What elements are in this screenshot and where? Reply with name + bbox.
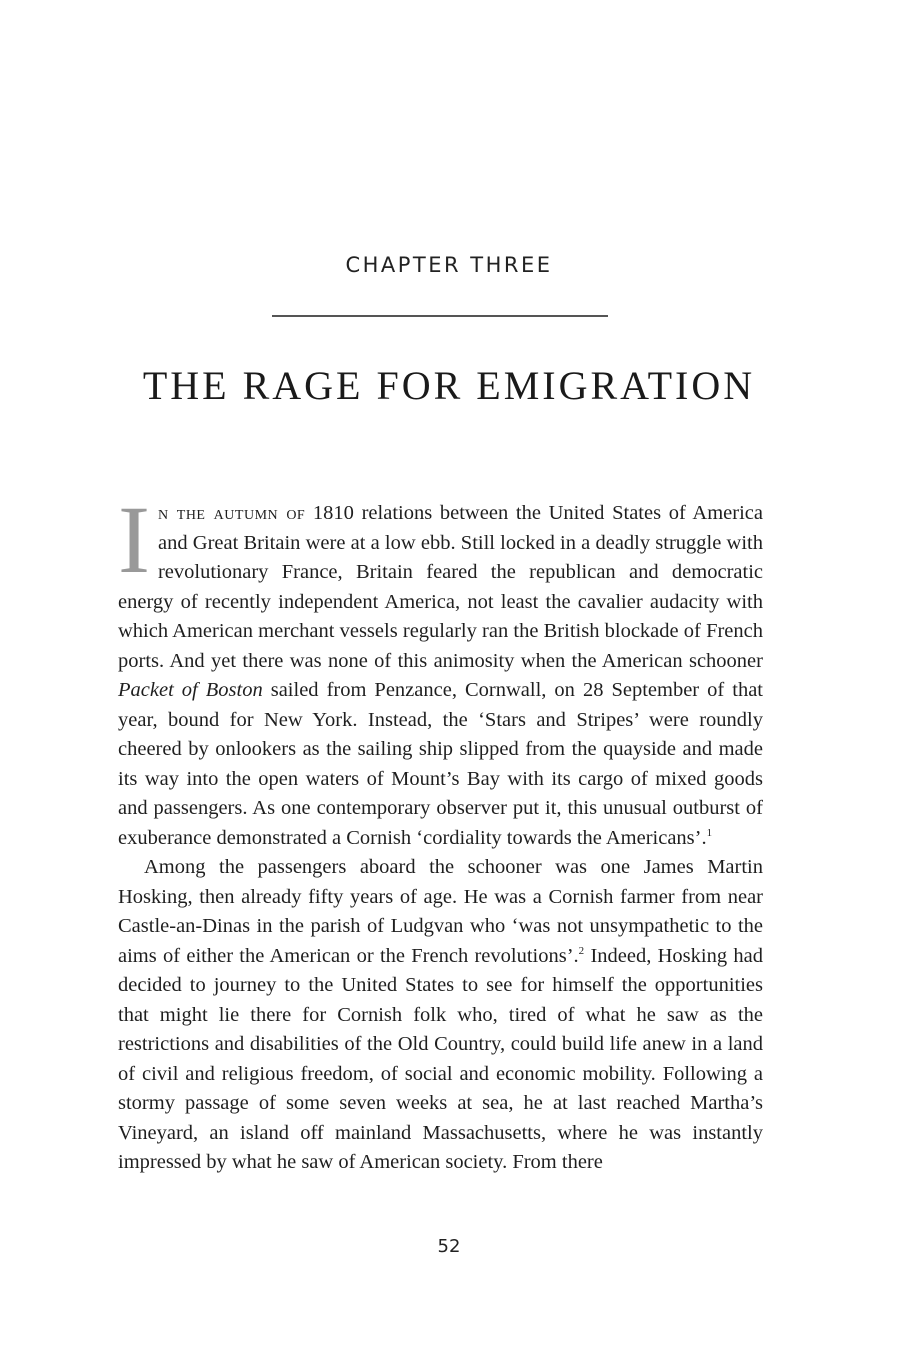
body-text bbox=[118, 486, 763, 1178]
paragraph-2-text-a: Among the passengers aboard the schooner was one James Martin Hosking, then already fifty years of age. He was a Cornish farmer from near Castle-an-Dinas in the parish of Ludgvan who ‘was not unsympathetic to the aims of either the American or the French revolutions’. bbox=[118, 856, 763, 967]
chapter-label: CHAPTER THREE bbox=[345, 253, 553, 277]
paragraph-1-text-b: sailed from Penzance, Cornwall, on 28 September of that year, bound for New York. Instead, the ‘Stars and Stripes’ were roundly cheered by onlookers as the sailing ship slipped from the quayside and made its way into the open waters of Mount’s Bay with its cargo of mixed goods and passengers. As one contemporary observer put it, this unusual outburst of exuberance demonstrated a Cornish ‘cordiality towards the Americans’. bbox=[118, 679, 763, 849]
footnote-marker-1: 1 bbox=[706, 826, 713, 839]
chapter-title: THE RAGE FOR EMIGRATION bbox=[142, 363, 756, 408]
paragraph-1 bbox=[118, 486, 763, 853]
chapter-divider bbox=[272, 315, 608, 317]
ship-name: Packet of Boston bbox=[118, 679, 263, 701]
opening-small-caps: n the autumn of bbox=[157, 502, 306, 524]
page-number: 52 bbox=[437, 1236, 461, 1257]
drop-cap: I bbox=[118, 486, 150, 593]
paragraph-2-text-b: Indeed, Hosking had decided to journey to the United States to see for himself the opportunities that might lie there for Cornish folk who, tired of what he saw as the restrictions and disabilities of the Old Country, could build life anew in a land of civil and religious freedom, of social and economic mobility. Following a stormy passage of some seven weeks at sea, he at last reached Martha’s Vineyard, an island off mainland Massachusetts, where he was instantly impressed by what he saw of American society. From there bbox=[118, 944, 763, 1173]
paragraph-1-text-a: 1810 relations between the United States of America and Great Britain were at a low ebb. Still locked in a deadly struggle with revolutionary France, Britain feared the republican and democratic energy of recently independent America, not least the cavalier audacity with which American merchant vessels regularly ran the British blockade of French ports. And yet there was none of this animosity when the American schooner bbox=[118, 502, 763, 672]
footnote-marker-2: 2 bbox=[578, 944, 585, 957]
paragraph-2 bbox=[118, 853, 763, 1178]
